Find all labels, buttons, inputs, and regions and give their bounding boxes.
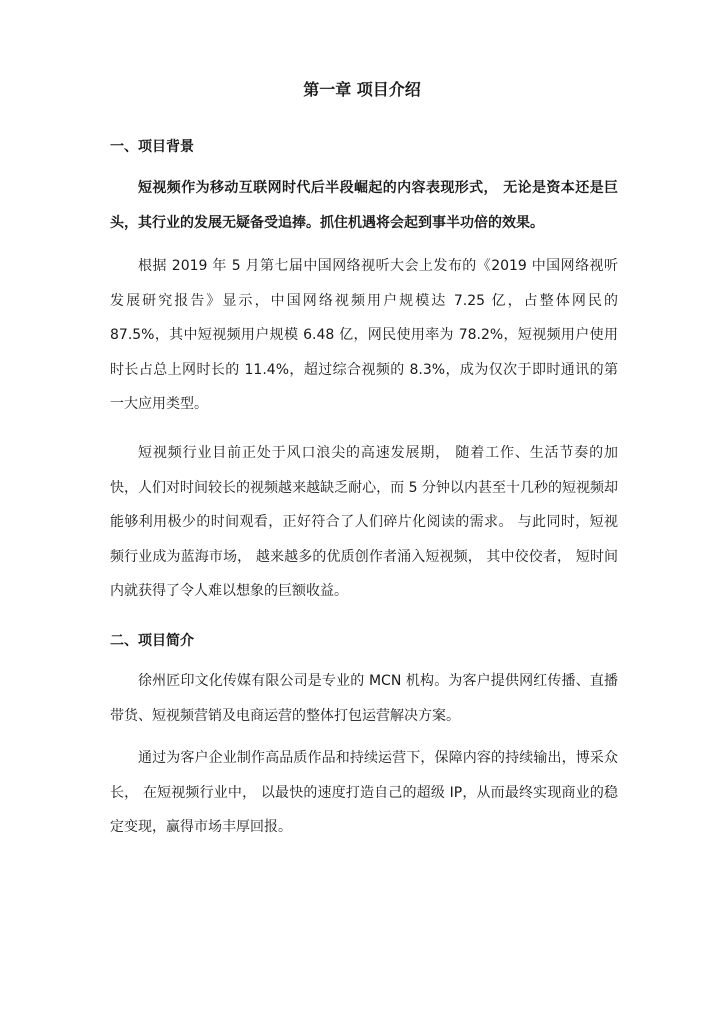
paragraph-company-strategy: 通过为客户企业制作高品质作品和持续运营下，保障内容的持续输出，博采众长， 在短视频行业中， 以最快的速度打造自己的超级 IP，从而最终实现商业的稳定变现，赢得市场丰厚回报。 xyxy=(110,750,618,835)
paragraph-background-industry: 短视频行业目前正处于风口浪尖的高速发展期， 随着工作、生活节奏的加快，人们对时间较长的视频越来越缺乏耐心，而 5 分钟以内甚至十几秒的短视频却能够利用极少的时间观看，正好符合了人们碎片化阅读的需求。 与此同时，短视频行业成为蓝海市场， 越来越多的优质创作者涌入短视频， 其中佼佼者， 短时间内就获得了令人难以想象的巨额收益。 xyxy=(110,445,618,599)
paragraph-background-intro: 短视频作为移动互联网时代后半段崛起的内容表现形式， 无论是资本还是巨头，其行业的发展无疑备受追捧。抓住机遇将会起到事半功倍的效果。 xyxy=(110,180,618,231)
paragraph-company-intro: 徐州匠印文化传媒有限公司是专业的 MCN 机构。为客户提供网红传播、直播带货、短视频营销及电商运营的整体打包运营解决方案。 xyxy=(110,673,618,724)
chapter-title: 第一章 项目介绍 xyxy=(303,80,421,99)
section-heading-introduction: 二、项目简介 xyxy=(110,633,194,649)
paragraph-background-statistics: 根据 2019 年 5 月第七届中国网络视听大会上发布的《2019 中国网络视听发展研究报告》显示，中国网络视频用户规模达 7.25 亿，占整体网民的 87.5%，其中短视频用户规模 6.48 亿，网民使用率为 78.2%，短视频用户使用时长占总上网时长的 11.4%，超过综合视频的 8.3%，成为仅次于即时通讯的第一大应用类型。 xyxy=(110,258,618,412)
section-heading-background: 一、项目背景 xyxy=(110,139,194,155)
